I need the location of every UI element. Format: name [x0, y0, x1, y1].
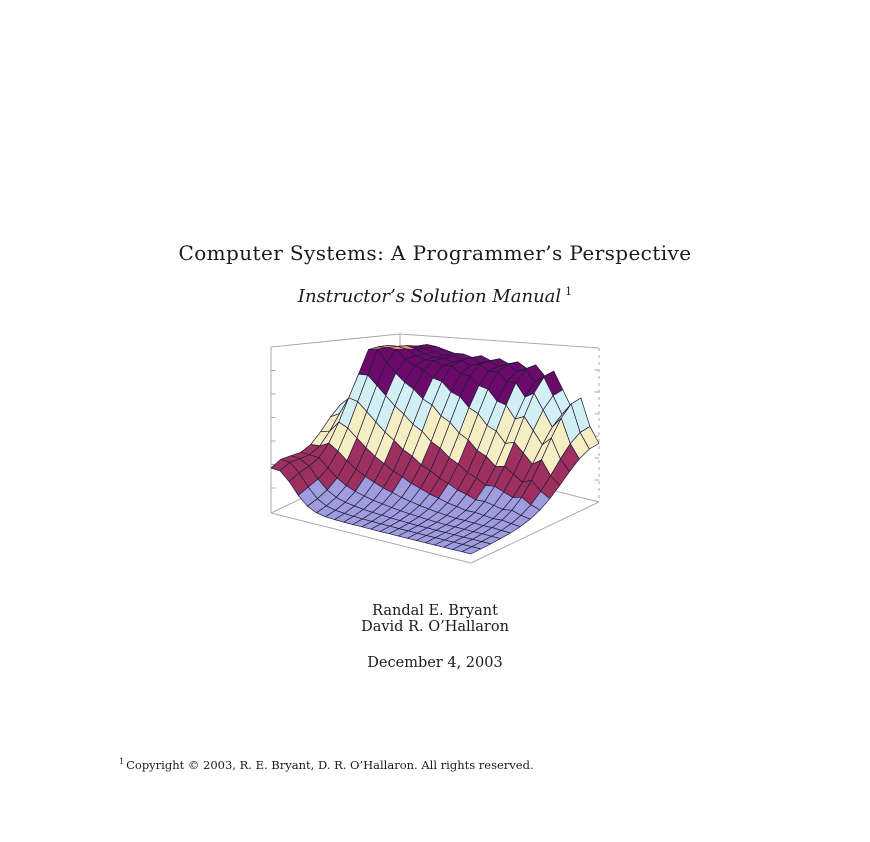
page-subtitle	[0, 285, 870, 307]
subtitle-footnote-mark: 1	[565, 285, 573, 298]
memory-mountain-plot	[252, 322, 618, 578]
cover-figure	[252, 322, 618, 578]
date-line: December 4, 2003	[367, 655, 503, 671]
subtitle-text: Instructor’s Solution Manual	[297, 286, 562, 307]
footnote-text: Copyright © 2003, R. E. Bryant, D. R. O’Hallaron. All rights reserved.	[126, 757, 534, 772]
footnote	[119, 757, 534, 772]
author-block	[0, 603, 870, 635]
author-line-2: David R. O’Hallaron	[361, 619, 509, 635]
footnote-mark: 1	[119, 757, 125, 766]
author-line-1: Randal E. Bryant	[372, 603, 498, 619]
page-title: Computer Systems: A Programmer’s Perspective	[178, 241, 692, 265]
